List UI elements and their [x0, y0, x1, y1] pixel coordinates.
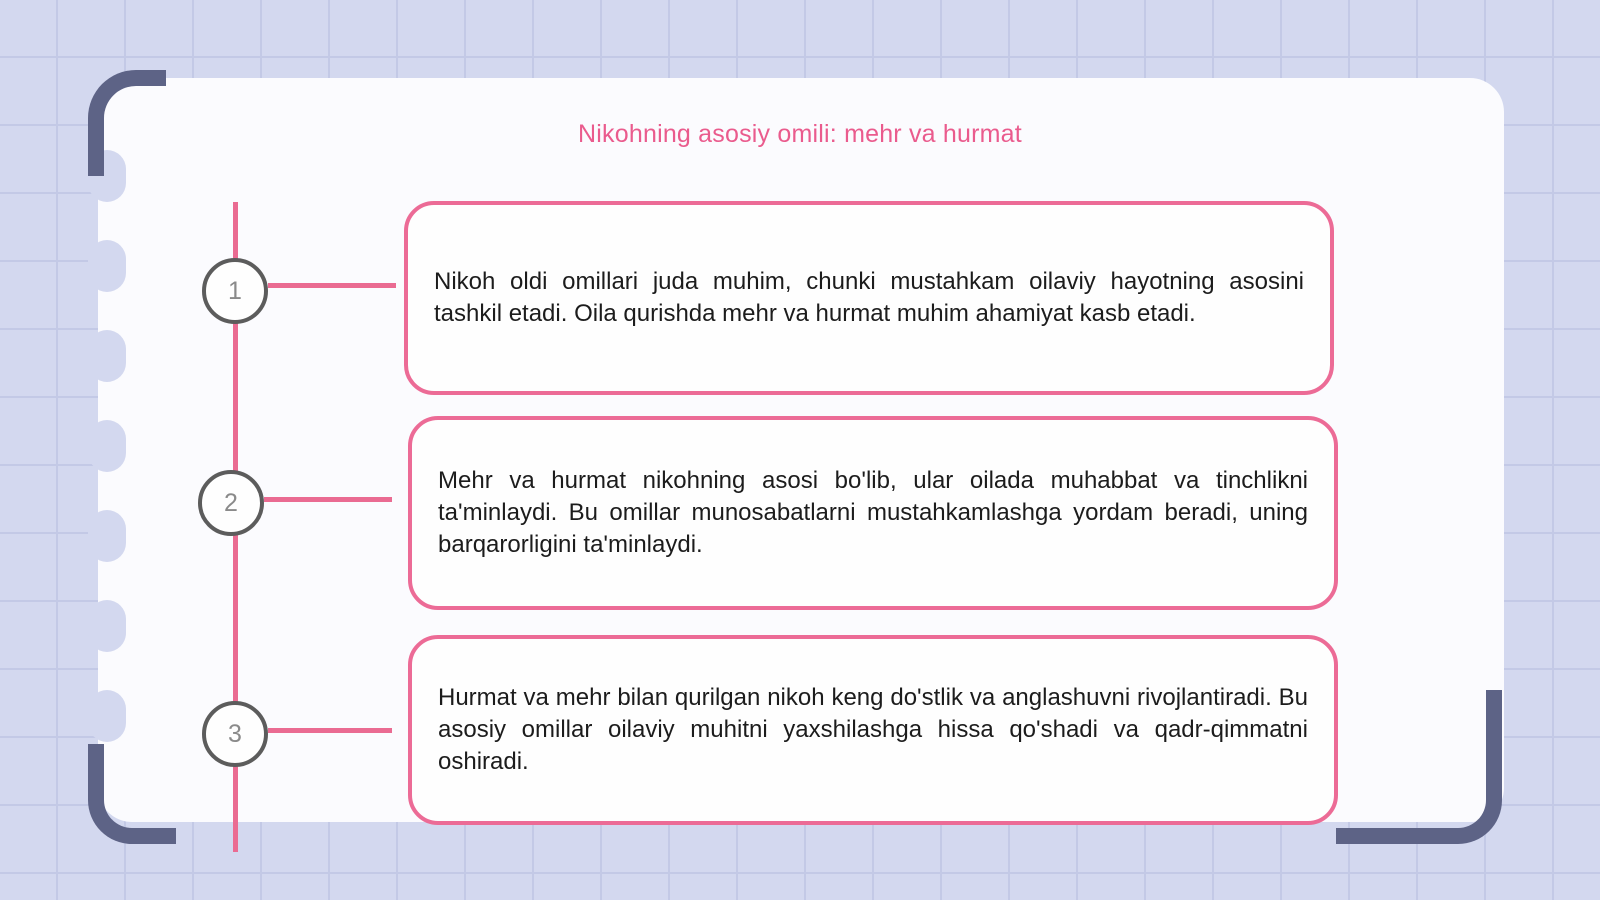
binder-notch — [88, 330, 126, 382]
binder-notch — [88, 510, 126, 562]
frame-corner-top-left — [88, 70, 166, 176]
text-box-1 — [404, 201, 1334, 395]
text-box-2 — [408, 416, 1338, 610]
step-number-1: 1 — [202, 258, 268, 324]
text-box-1-text: Nikoh oldi omillari juda muhim, chunki mustahkam oilaviy hayotning asosini tashkil etadi. Oila qurishda mehr va hurmat muhim ahamiyat kasb etadi. — [434, 268, 1304, 327]
timeline-connector-2 — [264, 497, 392, 502]
timeline-connector-3 — [268, 728, 392, 733]
slide-title: Nikohning asosiy omili: mehr va hurmat — [578, 120, 1022, 148]
step-number-2: 2 — [198, 470, 264, 536]
binder-notch — [88, 420, 126, 472]
frame-corner-bottom-left — [88, 744, 176, 844]
text-box-2-text: Mehr va hurmat nikohning asosi bo'lib, ular oilada muhabbat va tinchlikni ta'minlaydi. Bu omillar munosabatlarni mustahkamlashga yordam beradi, uning barqarorligini ta'minlaydi. — [438, 467, 1308, 558]
binder-notch — [88, 600, 126, 652]
binder-notch — [88, 240, 126, 292]
text-box-3 — [408, 635, 1338, 825]
binder-notch — [88, 690, 126, 742]
text-box-3-text: Hurmat va mehr bilan qurilgan nikoh keng do'stlik va anglashuvni rivojlantiradi. Bu asosiy omillar oilaviy muhitni yaxshilashga hissa qo'shadi va qadr-qimmatni oshiradi. — [438, 684, 1308, 775]
timeline-connector-1 — [268, 283, 396, 288]
frame-corner-bottom-right — [1336, 690, 1502, 844]
step-number-3: 3 — [202, 701, 268, 767]
